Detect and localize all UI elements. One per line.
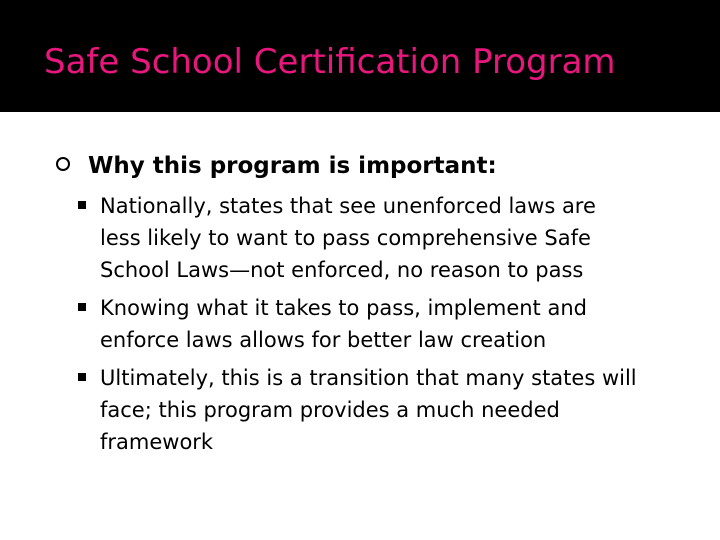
bullet-line: Nationally, states that see unenforced laws are (100, 194, 596, 218)
bullet-line: less likely to want to pass comprehensive Safe (100, 226, 591, 250)
bullet-item (56, 362, 696, 458)
bullet-item (56, 292, 696, 356)
bullet-line: face; this program provides a much needed (100, 398, 560, 422)
bullet-line: framework (100, 430, 214, 454)
bullet-line: enforce laws allows for better law creation (100, 328, 547, 352)
bullet-item (56, 190, 696, 286)
square-bullet-icon (78, 303, 86, 311)
hollow-circle-bullet-icon (56, 157, 70, 171)
bullet-list (56, 190, 696, 458)
slide-content (56, 148, 696, 464)
bullet-line: School Laws—not enforced, no reason to pass (100, 258, 584, 282)
bullet-line: Ultimately, this is a transition that many states will (100, 366, 637, 390)
heading-bullet (56, 148, 696, 184)
square-bullet-icon (78, 201, 86, 209)
title-bar (0, 0, 720, 112)
heading-text: Why this program is important: (88, 153, 497, 179)
bullet-line: Knowing what it takes to pass, implement and (100, 296, 587, 320)
square-bullet-icon (78, 373, 86, 381)
slide-title: Safe School Certification Program (44, 42, 616, 82)
